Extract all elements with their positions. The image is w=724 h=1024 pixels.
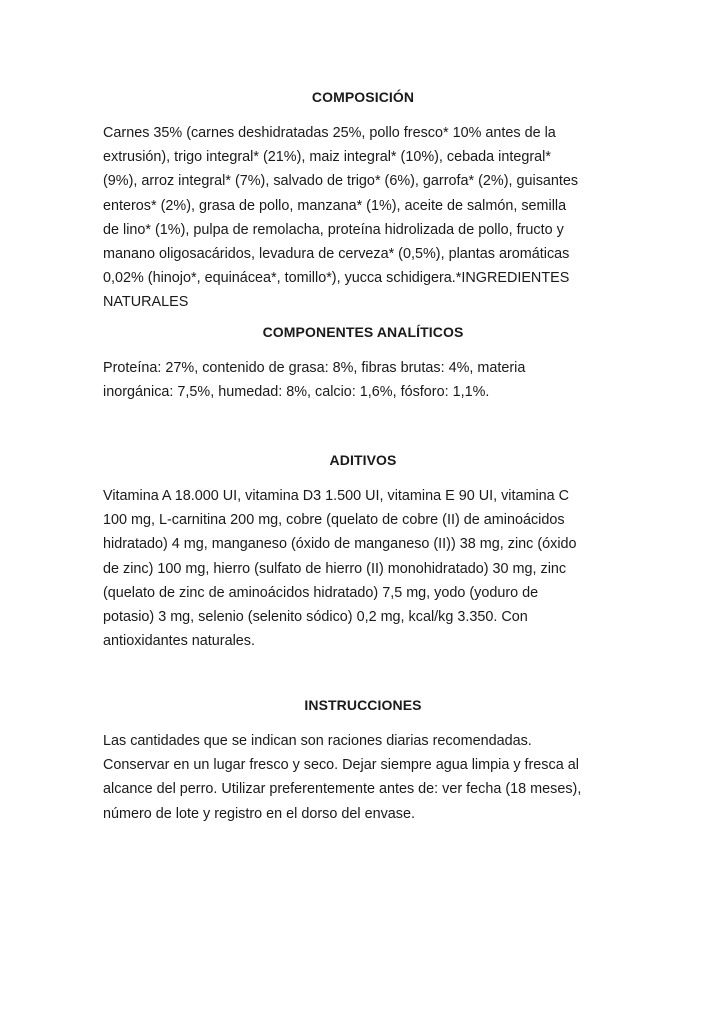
text-line: 100 mg, L-carnitina 200 mg, cobre (quelato de cobre (II) de aminoácidos [103,512,565,529]
text-line: hidratado) 4 mg, manganeso (óxido de manganeso (II)) 38 mg, zinc (óxido [103,536,577,553]
section-body [103,484,623,653]
text-line: Carnes 35% (carnes deshidratadas 25%, pollo fresco* 10% antes de la [103,125,556,141]
section-body [103,729,623,826]
text-line: Vitamina A 18.000 UI, vitamina D3 1.500 UI, vitamina E 90 UI, vitamina C [103,488,570,504]
section-heading: ADITIVOS [329,452,397,468]
text-line: 0,02% (hinojo*, equinácea*, tomillo*), yucca schidigera.*INGREDIENTES [103,270,570,287]
text-line: manano oligosacáridos, levadura de cerveza* (0,5%), plantas aromáticas [103,246,570,263]
section-componentes-analiticos [103,322,623,404]
text-line: Las cantidades que se indican son raciones diarias recomendadas. [103,733,532,749]
text-line: (9%), arroz integral* (7%), salvado de trigo* (6%), garrofa* (2%), guisantes [103,173,579,190]
section-body [103,121,623,315]
text-line: Conservar en un lugar fresco y seco. Dejar siempre agua limpia y fresca al [103,757,579,774]
section-composicion [103,87,623,315]
text-line: enteros* (2%), grasa de pollo, manzana* (1%), aceite de salmón, semilla [103,197,567,214]
section-body [103,356,623,404]
text-line: antioxidantes naturales. [103,633,256,650]
text-line: de zinc) 100 mg, hierro (sulfato de hierro (II) monohidratado) 30 mg, zinc [103,560,567,577]
text-line: (quelato de zinc de aminoácidos hidratado) 7,5 mg, yodo (yoduro de [103,584,539,601]
section-aditivos [103,450,623,653]
text-line: potasio) 3 mg, selenio (selenito sódico) 0,2 mg, kcal/kg 3.350. Con [103,609,528,626]
section-instrucciones [103,695,623,826]
text-line: extrusión), trigo integral* (21%), maiz integral* (10%), cebada integral* [103,149,551,166]
text-line: inorgánica: 7,5%, humedad: 8%, calcio: 1,6%, fósforo: 1,1%. [103,384,490,401]
section-heading: COMPONENTES ANALÍTICOS [262,324,464,340]
text-line: de lino* (1%), pulpa de remolacha, proteína hidrolizada de pollo, fructo y [103,221,564,238]
section-heading: INSTRUCCIONES [304,697,422,713]
section-heading: COMPOSICIÓN [311,89,415,105]
text-line: alcance del perro. Utilizar preferentemente antes de: ver fecha (18 meses), [103,781,582,798]
text-line: número de lote y registro en el dorso del envase. [103,805,415,822]
text-line: Proteína: 27%, contenido de grasa: 8%, fibras brutas: 4%, materia [103,360,526,376]
text-line: NATURALES [103,294,189,311]
